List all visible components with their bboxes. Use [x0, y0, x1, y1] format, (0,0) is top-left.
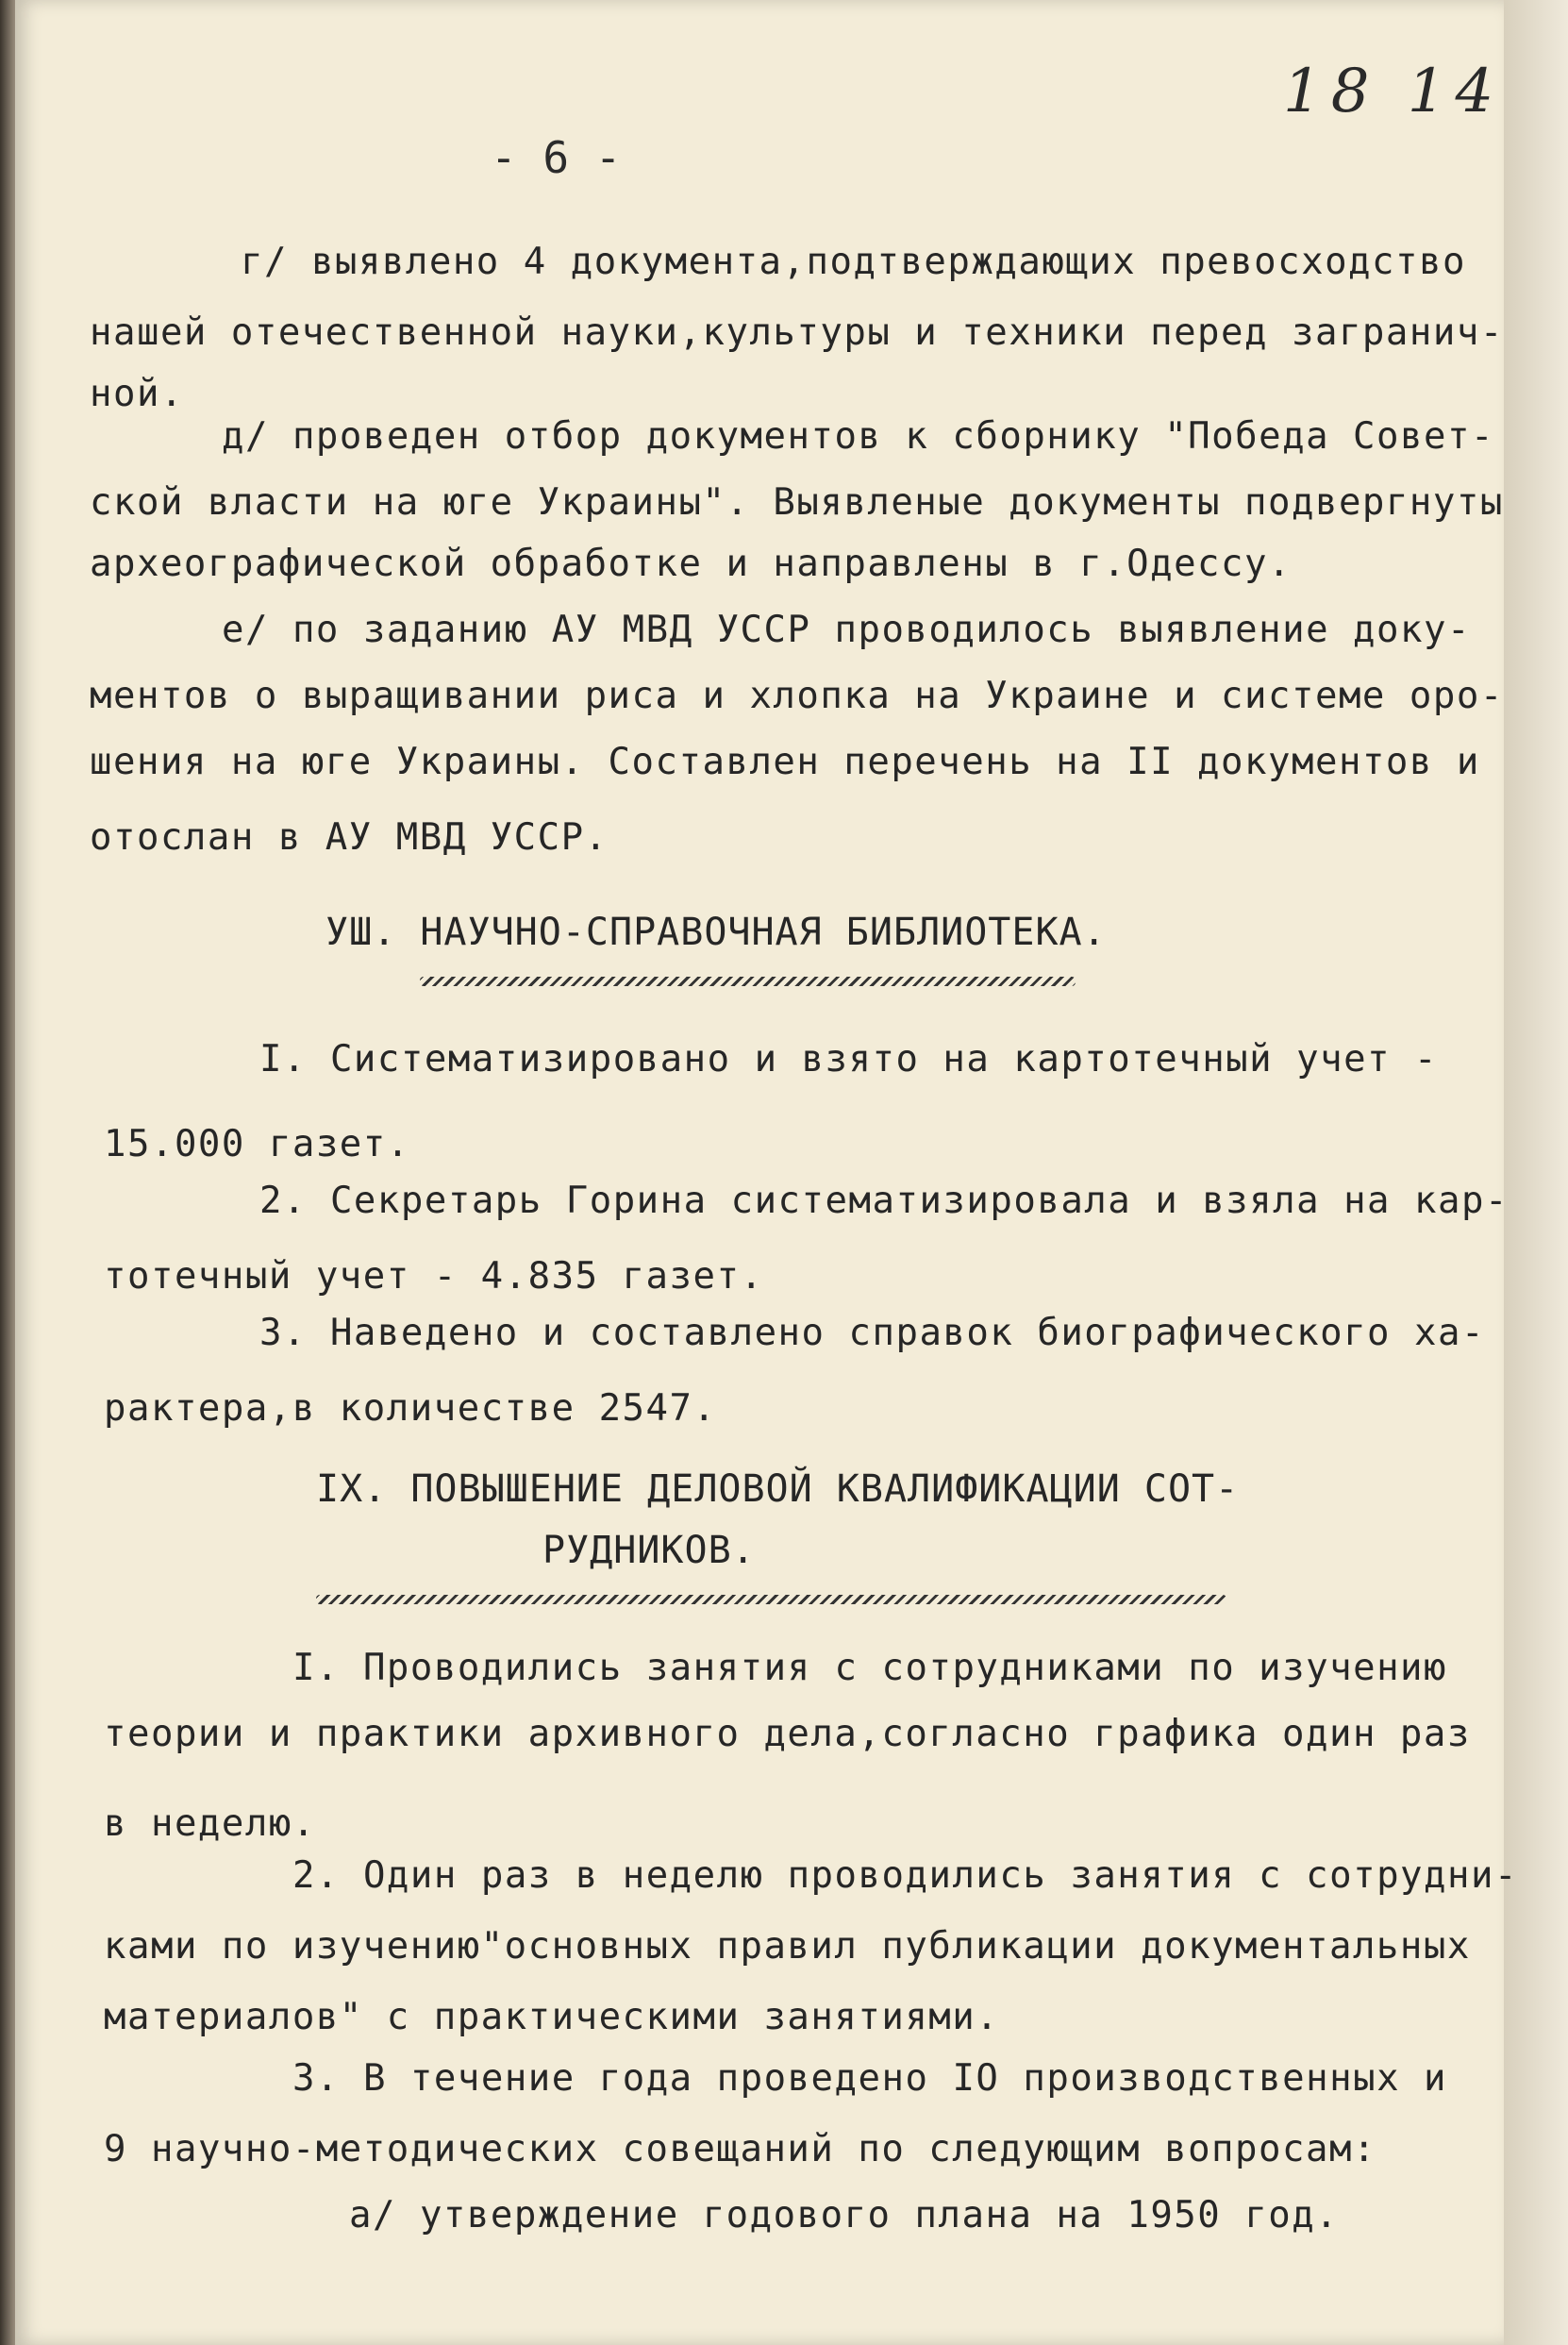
text-line: а/ утверждение годового плана на 1950 год. [349, 2194, 1340, 2236]
text-line: 2. Один раз в неделю проводились занятия с сотрудни- [292, 1854, 1518, 1897]
section-heading: IX. ПОВЫШЕНИЕ ДЕЛОВОЙ КВАЛИФИКАЦИИ СОТ- [316, 1467, 1240, 1511]
text-line: тотечный учет - 4.835 газет. [104, 1255, 764, 1298]
handwritten-page-number: 18 14 [1283, 57, 1504, 126]
folio-number: - 6 - [491, 132, 622, 183]
text-line: д/ проведен отбор документов к сборнику "Победа Совет- [222, 415, 1494, 458]
text-line: материалов" с практическими занятиями. [104, 1996, 1000, 2038]
text-line: ментов о выращивании риса и хлопка на Украине и системе оро- [90, 675, 1504, 717]
text-line: I. Проводились занятия с сотрудниками по изучению [292, 1647, 1448, 1689]
text-line: I. Систематизировано и взято на картотечный учет - [259, 1038, 1438, 1080]
text-line: теории и практики архивного дела,согласно графика один раз [104, 1713, 1471, 1755]
page-edge [1504, 0, 1568, 2345]
text-line: археографической обработке и направлены в г.Одессу. [90, 543, 1292, 585]
text-line: е/ по заданию АУ МВД УССР проводилось выявление доку- [222, 609, 1471, 651]
heading-underline [420, 977, 1076, 986]
text-line: 9 научно-методических совещаний по следующим вопросам: [104, 2128, 1376, 2170]
text-line: 3. В течение года проведено IO производственных и [292, 2057, 1448, 2100]
text-line: рактера,в количестве 2547. [104, 1387, 717, 1430]
text-line: г/ выявлено 4 документа,подтверждающих превосходство [241, 241, 1466, 283]
text-line: шения на юге Украины. Составлен перечень на II документов и [90, 741, 1480, 783]
section-heading-continued: РУДНИКОВ. [542, 1529, 756, 1572]
text-line: ками по изучению"основных правил публикации документальных [104, 1925, 1471, 1968]
text-line: в неделю. [104, 1802, 316, 1845]
heading-underline [316, 1595, 1226, 1604]
text-line: ской власти на юге Украины". Выявленые документы подвергнуты [90, 481, 1504, 524]
text-line: 2. Секретарь Горина систематизировала и взяла на кар- [259, 1180, 1509, 1222]
text-line: 3. Наведено и составлено справок биографического ха- [259, 1312, 1485, 1354]
section-heading: УШ. НАУЧНО-СПРАВОЧНАЯ БИБЛИОТЕКА. [325, 911, 1107, 954]
text-line: 15.000 газет. [104, 1123, 410, 1165]
text-line: нашей отечественной науки,культуры и техники перед загранич- [90, 311, 1504, 354]
text-line: отослан в АУ МВД УССР. [90, 816, 609, 859]
text-line: ной. [90, 373, 184, 415]
